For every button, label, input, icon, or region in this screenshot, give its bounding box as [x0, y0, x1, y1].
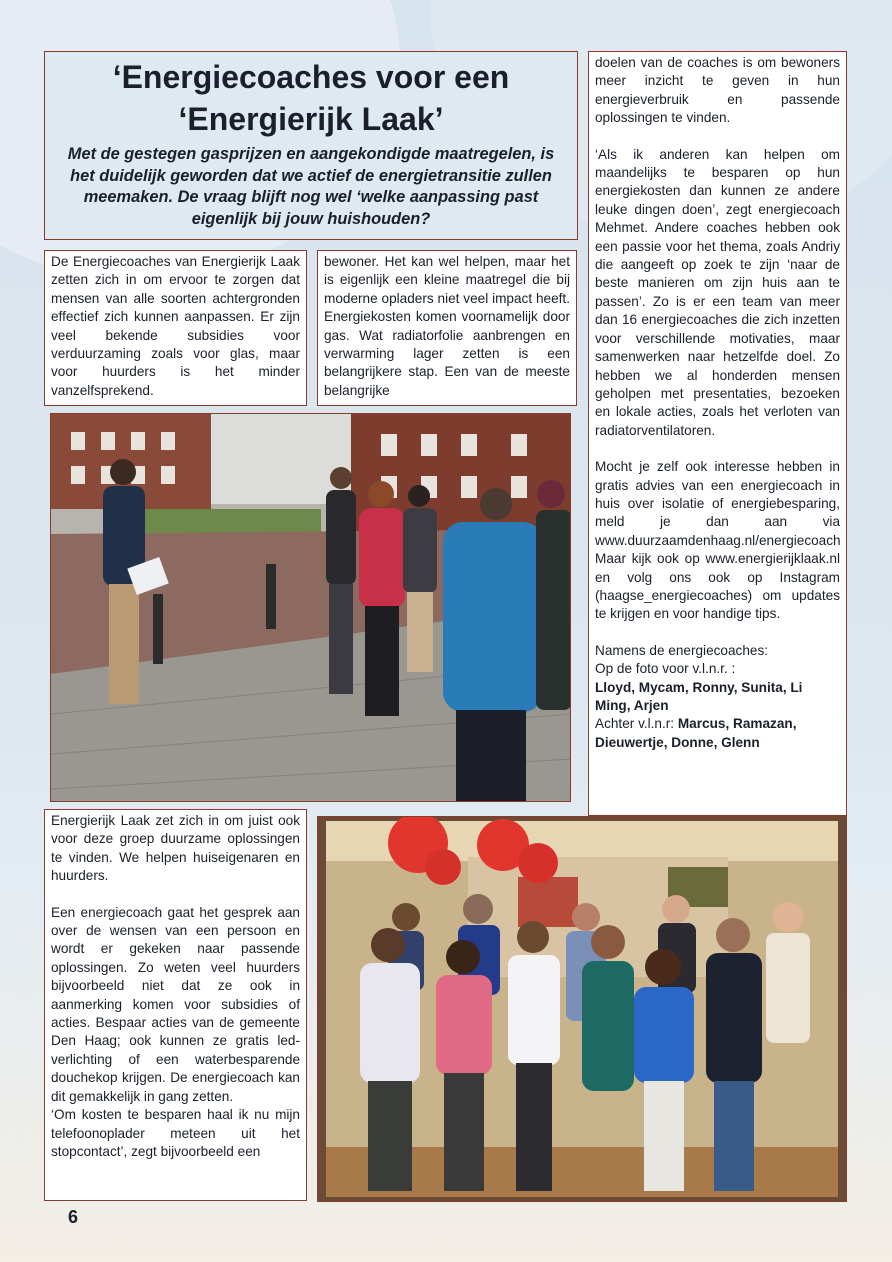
- person: [360, 928, 420, 1191]
- text-column-1: [44, 250, 307, 406]
- credit-front-names: Lloyd, Mycam, Ronny, Sunita, Li Ming, Arjen: [595, 679, 803, 713]
- title-line-1: ‘Energiecoaches voor een: [112, 59, 510, 95]
- photo-credits: [595, 642, 840, 752]
- person: [706, 918, 762, 1191]
- street-scene-illustration: [51, 414, 571, 802]
- article-header: [44, 51, 578, 240]
- paragraph: ‘Als ik anderen kan helpen om maandelijks te besparen op hun energiekosten dan kunnen ze andere leuke dingen doen’, zegt energiecoach Mehmet. Andere coaches hebben ook een passie voor het thema, zoals Andriy die aangeeft op zoek te zijn ‘naar de beste manieren om zijn huis aan te passen’. Zo is er een team van meer dan 16 energiecoaches die zich inzetten voor verschillende motivaties, maar samenwerken naar hetzelfde doel. Zo hebben we al honderden mensen geholpen met presentaties, bezoeken en lokale acties, zoals het verloten van radiatorventilatoren.: [595, 146, 840, 438]
- person: [436, 940, 492, 1191]
- street-photo: [50, 413, 571, 802]
- text-column-4: [588, 51, 847, 816]
- person: [359, 481, 405, 716]
- paragraph: Mocht je zelf ook interesse hebben in gratis advies van een energiecoach in huis over isolatie of energiebesparing, meld je dan aan via www.duurzaamdenhaag.nl/energiecoach Maar kijk ook op www.energierijklaak.nl en volg ons ook op Instagram (haagse_energiecoaches) om updates te krijgen en voor handige tips.: [595, 459, 841, 622]
- person: [326, 467, 356, 694]
- paragraph: Een energiecoach gaat het gesprek aan over de wensen van een persoon en wordt er gekeken naar passende oplossingen. Zo weten veel huurders bijvoorbeeld niet dat ze ook in aanmerking komen voor subsidies of acties. Bespaar acties van de gemeente Den Haag; ook kunnen ze gratis led-verlichting of een waterbesparende douchekop krijgen. De energiecoach kan dit gemakkelijk in gang zetten.: [51, 904, 300, 1104]
- paragraph: doelen van de coaches is om bewoners meer inzicht te geven in hun energieverbruik en passende oplossingen te vinden.: [595, 55, 840, 126]
- credit-back-label: Achter v.l.n.r:: [595, 716, 675, 732]
- paragraph: Energierijk Laak zet zich in om juist ook voor deze groep duurzame oplossingen te vinden. We helpen huiseigenaren en huurders.: [51, 813, 300, 884]
- credit-intro: Namens de energiecoaches:: [595, 642, 769, 658]
- paragraph: bewoner. Het kan wel helpen, maar het is eigenlijk een kleine maatregel die bij moderne opladers niet veel impact heeft. Energiekosten komen voornamelijk door gas. Wat radiatorfolie aanbrengen en verwarming lager zetten is een belangrijkere stap. Een van de meeste belangrijke: [324, 254, 570, 398]
- person: [536, 480, 571, 710]
- group-photo-frame: [317, 816, 847, 1202]
- article-title: [45, 56, 577, 140]
- paragraph: De Energiecoaches van Energierijk Laak zetten zich in om ervoor te zorgen dat mensen van alle soorten achtergronden effectief zich kunnen aanpassen. Er zijn veel bekende subsidies voor verduurzaming zoals voor glas, maar voor huurders is het minder vanzelfsprekend.: [51, 254, 300, 398]
- text-column-2: [317, 250, 577, 406]
- text-column-3: [44, 809, 307, 1201]
- article-lead: Met de gestegen gasprijzen en aangekondigde maatregelen, is het duidelijk geworden dat we actief de energietransitie zullen meemaken. De vraag blijft nog wel ‘welke aanpassing past eigenlijk bij jouw huishouden?: [67, 145, 555, 228]
- group-photo: [318, 817, 846, 1201]
- credit-back-names: Marcus, Ramazan, Dieuwertje, Donne, Glenn: [595, 716, 797, 750]
- person: [403, 485, 437, 672]
- paragraph: ‘Om kosten te besparen haal ik nu mijn telefoonoplader meteen uit het stopcontact’, zegt bijvoorbeeld een: [51, 1107, 300, 1159]
- credit-front-label: Op de foto voor v.l.n.r. :: [595, 661, 736, 677]
- title-line-2: ‘Energierijk Laak’: [178, 101, 444, 137]
- page-number: 6: [68, 1207, 79, 1227]
